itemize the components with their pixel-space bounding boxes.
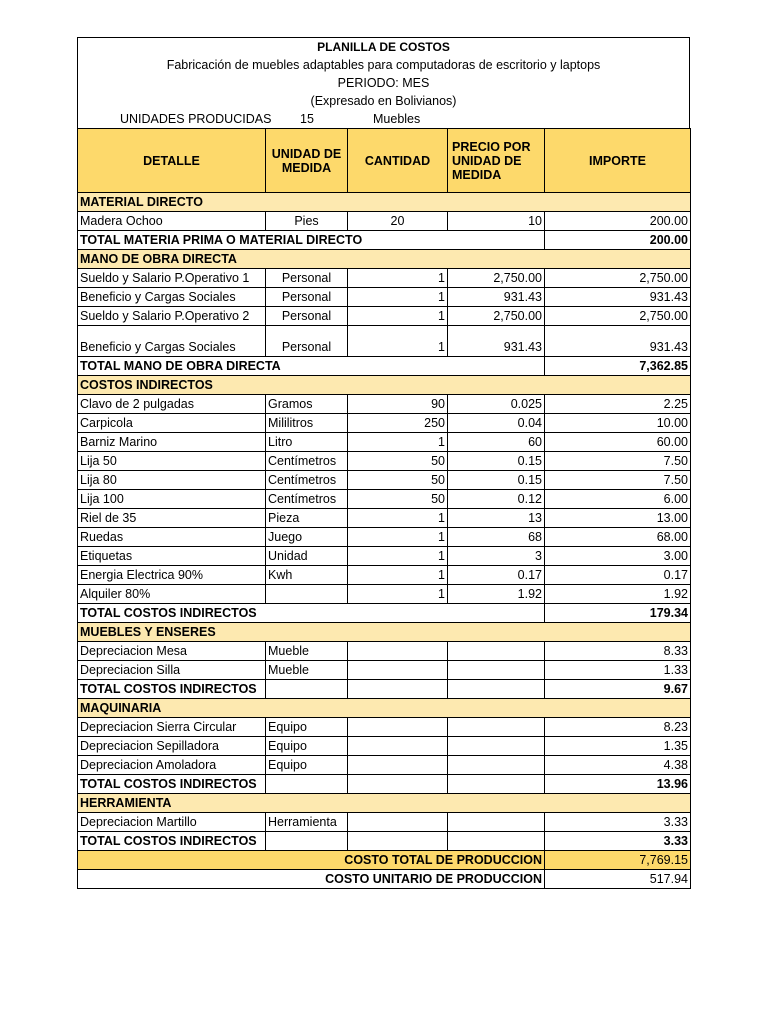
cell-unidad: Centímetros [266,471,348,490]
cell-detalle: Sueldo y Salario P.Operativo 1 [78,269,266,288]
cell-importe: 6.00 [545,490,691,509]
table-row [78,307,691,326]
section-total-herramienta [78,832,691,851]
cell-cantidad: 1 [348,326,448,357]
cell-precio [448,661,545,680]
cell-detalle: Depreciacion Silla [78,661,266,680]
cell-unidad: Pies [266,212,348,231]
table-row [78,414,691,433]
section-total-material [78,231,691,250]
cell-precio: 0.025 [448,395,545,414]
cell-importe: 7.50 [545,471,691,490]
cell-cantidad [348,718,448,737]
cell-detalle: Barniz Marino [78,433,266,452]
cell-unidad: Mueble [266,661,348,680]
section-header-muebles [78,623,691,642]
cell-importe: 1.92 [545,585,691,604]
cell-unidad: Equipo [266,737,348,756]
units-name: Muebles [373,112,421,126]
cell-detalle: Depreciacion Sepilladora [78,737,266,756]
table-row [78,813,691,832]
cell-importe: 60.00 [545,433,691,452]
table-row [78,737,691,756]
table-row [78,547,691,566]
cell-cantidad [348,813,448,832]
cell-importe: 2,750.00 [545,307,691,326]
cell-precio: 3 [448,547,545,566]
cell-importe: 8.33 [545,642,691,661]
total-production-value: 7,769.15 [545,851,691,870]
table-row [78,528,691,547]
cell-importe: 200.00 [545,212,691,231]
table-row [78,433,691,452]
empty-cell [448,775,545,794]
cell-precio: 0.04 [448,414,545,433]
cell-importe: 13.00 [545,509,691,528]
total-value: 179.34 [545,604,691,623]
section-total-mano_obra [78,357,691,376]
section-header-herramienta [78,794,691,813]
cell-cantidad [348,661,448,680]
cell-precio: 931.43 [448,326,545,357]
cost-sheet [77,37,690,889]
total-label: TOTAL COSTOS INDIRECTOS [78,832,266,851]
cell-detalle: Depreciacion Amoladora [78,756,266,775]
sheet-header [77,37,690,110]
cell-cantidad: 1 [348,585,448,604]
cell-precio [448,813,545,832]
total-value: 7,362.85 [545,357,691,376]
cell-precio: 0.17 [448,566,545,585]
cell-cantidad [348,756,448,775]
table-row [78,490,691,509]
section-total-muebles [78,680,691,699]
cell-cantidad: 1 [348,547,448,566]
section-header-material [78,193,691,212]
column-header-row [78,129,691,193]
section-title: MUEBLES Y ENSERES [78,623,691,642]
table-row [78,585,691,604]
cell-importe: 931.43 [545,288,691,307]
col-unidad: UNIDAD DE MEDIDA [266,129,348,193]
cell-unidad: Unidad [266,547,348,566]
cell-cantidad: 250 [348,414,448,433]
empty-cell [266,832,348,851]
units-label: UNIDADES PRODUCIDAS [120,112,272,126]
cell-detalle: Carpicola [78,414,266,433]
section-total-maquinaria [78,775,691,794]
section-title: HERRAMIENTA [78,794,691,813]
cell-cantidad: 50 [348,490,448,509]
section-total-indirectos [78,604,691,623]
cell-detalle: Lija 50 [78,452,266,471]
cell-precio: 68 [448,528,545,547]
cell-cantidad: 20 [348,212,448,231]
cell-cantidad: 1 [348,307,448,326]
cell-importe: 1.35 [545,737,691,756]
col-precio: PRECIO POR UNIDAD DE MEDIDA [448,129,545,193]
cell-precio: 2,750.00 [448,307,545,326]
cell-detalle: Beneficio y Cargas Sociales [78,288,266,307]
cell-precio [448,756,545,775]
table-row [78,288,691,307]
table-body [78,193,691,889]
total-production-label: COSTO TOTAL DE PRODUCCION [78,851,545,870]
cell-unidad: Herramienta [266,813,348,832]
cell-unidad: Pieza [266,509,348,528]
section-title: MAQUINARIA [78,699,691,718]
total-label: TOTAL MANO DE OBRA DIRECTA [78,357,545,376]
total-value: 3.33 [545,832,691,851]
table-row [78,718,691,737]
total-value: 13.96 [545,775,691,794]
cell-precio: 0.15 [448,452,545,471]
cell-importe: 7.50 [545,452,691,471]
cell-detalle: Madera Ochoo [78,212,266,231]
total-label: TOTAL COSTOS INDIRECTOS [78,775,266,794]
section-title: COSTOS INDIRECTOS [78,376,691,395]
empty-cell [448,832,545,851]
units-row [77,110,690,128]
cell-precio: 931.43 [448,288,545,307]
cell-precio: 1.92 [448,585,545,604]
section-header-maquinaria [78,699,691,718]
cell-precio: 0.12 [448,490,545,509]
cell-importe: 1.33 [545,661,691,680]
cell-precio: 60 [448,433,545,452]
total-label: TOTAL COSTOS INDIRECTOS [78,680,266,699]
empty-cell [448,680,545,699]
cell-detalle: Depreciacion Sierra Circular [78,718,266,737]
cell-unidad: Personal [266,288,348,307]
empty-cell [348,680,448,699]
cell-importe: 4.38 [545,756,691,775]
cell-cantidad: 50 [348,471,448,490]
cell-unidad: Mueble [266,642,348,661]
cell-unidad: Centímetros [266,452,348,471]
cell-cantidad: 90 [348,395,448,414]
total-value: 9.67 [545,680,691,699]
cell-cantidad: 1 [348,269,448,288]
cell-cantidad [348,737,448,756]
cell-importe: 68.00 [545,528,691,547]
cell-precio [448,718,545,737]
empty-cell [348,775,448,794]
cell-detalle: Depreciacion Mesa [78,642,266,661]
col-importe: IMPORTE [545,129,691,193]
cell-precio: 10 [448,212,545,231]
cell-detalle: Sueldo y Salario P.Operativo 2 [78,307,266,326]
cell-precio [448,737,545,756]
cell-detalle: Clavo de 2 pulgadas [78,395,266,414]
empty-cell [266,680,348,699]
cell-unidad: Equipo [266,718,348,737]
table-row [78,642,691,661]
cell-precio: 13 [448,509,545,528]
cell-unidad: Litro [266,433,348,452]
sheet-currency: (Expresado en Bolivianos) [310,94,457,108]
total-label: TOTAL MATERIA PRIMA O MATERIAL DIRECTO [78,231,545,250]
cell-detalle: Depreciacion Martillo [78,813,266,832]
cell-detalle: Lija 100 [78,490,266,509]
cell-precio: 2,750.00 [448,269,545,288]
cell-unidad: Gramos [266,395,348,414]
cell-detalle: Etiquetas [78,547,266,566]
cell-importe: 931.43 [545,326,691,357]
cell-unidad: Juego [266,528,348,547]
table-row [78,566,691,585]
cell-cantidad: 1 [348,509,448,528]
cell-unidad: Personal [266,326,348,357]
table-row [78,452,691,471]
cell-importe: 2.25 [545,395,691,414]
cell-detalle: Alquiler 80% [78,585,266,604]
cell-precio [448,642,545,661]
cell-importe: 3.33 [545,813,691,832]
table-row [78,471,691,490]
unit-cost-label: COSTO UNITARIO DE PRODUCCION [78,870,545,889]
section-title: MATERIAL DIRECTO [78,193,691,212]
cell-detalle: Beneficio y Cargas Sociales [78,326,266,357]
cell-unidad: Mililitros [266,414,348,433]
empty-cell [348,832,448,851]
cell-importe: 3.00 [545,547,691,566]
cell-detalle: Ruedas [78,528,266,547]
table-row [78,756,691,775]
cell-cantidad: 1 [348,288,448,307]
sheet-subtitle: Fabricación de muebles adaptables para computadoras de escritorio y laptops [166,58,601,72]
table-row [78,509,691,528]
cell-detalle: Riel de 35 [78,509,266,528]
section-title: MANO DE OBRA DIRECTA [78,250,691,269]
cell-unidad: Centímetros [266,490,348,509]
empty-cell [266,775,348,794]
cost-table [77,128,691,889]
cell-unidad: Personal [266,269,348,288]
table-row [78,269,691,288]
sheet-period: PERIODO: MES [337,76,430,90]
col-detalle: DETALLE [78,129,266,193]
unit-cost-row [78,870,691,889]
table-row [78,326,691,357]
cell-cantidad: 1 [348,528,448,547]
total-label: TOTAL COSTOS INDIRECTOS [78,604,545,623]
cell-unidad [266,585,348,604]
unit-cost-value: 517.94 [545,870,691,889]
cell-detalle: Energia Electrica 90% [78,566,266,585]
table-row [78,661,691,680]
section-header-mano_obra [78,250,691,269]
cell-unidad: Kwh [266,566,348,585]
cell-cantidad: 50 [348,452,448,471]
total-value: 200.00 [545,231,691,250]
cell-cantidad: 1 [348,566,448,585]
total-production-row [78,851,691,870]
cell-cantidad [348,642,448,661]
cell-importe: 2,750.00 [545,269,691,288]
sheet-title: PLANILLA DE COSTOS [317,40,450,54]
cell-importe: 10.00 [545,414,691,433]
cell-unidad: Personal [266,307,348,326]
section-header-indirectos [78,376,691,395]
table-row [78,212,691,231]
cell-precio: 0.15 [448,471,545,490]
units-value: 15 [300,112,314,126]
col-cantidad: CANTIDAD [348,129,448,193]
cell-unidad: Equipo [266,756,348,775]
cell-detalle: Lija 80 [78,471,266,490]
table-row [78,395,691,414]
cell-cantidad: 1 [348,433,448,452]
cell-importe: 0.17 [545,566,691,585]
cell-importe: 8.23 [545,718,691,737]
